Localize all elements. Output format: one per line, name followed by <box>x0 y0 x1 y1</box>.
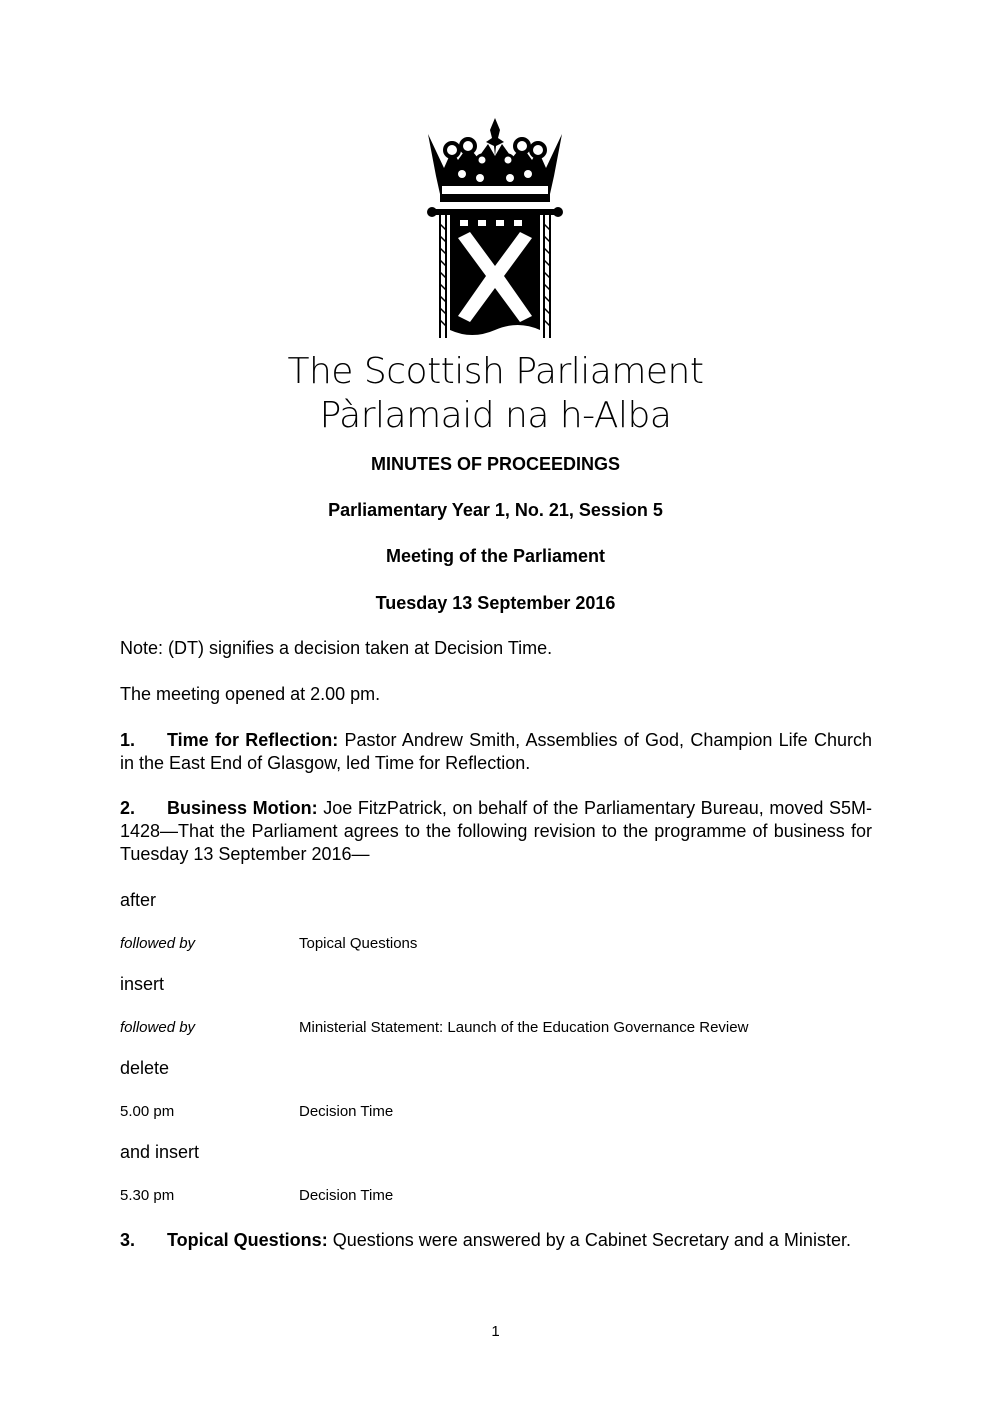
item-number: 3. <box>120 1230 136 1250</box>
agenda-item-1 <box>120 729 872 775</box>
item-text: Pastor Andrew Smith, Assemblies of God, Champion Life Church in the East End of Glasgow, led Time for Reflection. <box>120 730 872 773</box>
item-heading: Topical Questions: <box>167 1230 328 1250</box>
schedule-time: 5.00 pm <box>120 1103 175 1120</box>
item-number: 2. <box>120 798 136 818</box>
schedule-business: Decision Time <box>299 1187 394 1204</box>
parliament-name-english: The Scottish Parliament <box>287 351 704 392</box>
note-paragraph: Note: (DT) signifies a decision taken at Decision Time. <box>120 638 553 658</box>
meeting-date: Tuesday 13 September 2016 <box>375 593 616 613</box>
parliamentary-year-line: Parliamentary Year 1, No. 21, Session 5 <box>328 500 663 520</box>
meeting-title: Meeting of the Parliament <box>385 546 606 566</box>
agenda-item-2 <box>120 797 872 866</box>
revision-delete-label: delete <box>120 1058 170 1078</box>
schedule-time: followed by <box>120 935 196 952</box>
schedule-time: 5.30 pm <box>120 1187 175 1204</box>
item-text: Questions were answered by a Cabinet Secretary and a Minister. <box>327 1230 851 1250</box>
opened-paragraph: The meeting opened at 2.00 pm. <box>120 684 381 704</box>
item-text: Joe FitzPatrick, on behalf of the Parliamentary Bureau, moved S5M-1428—That the Parliament agrees to the following revision to the programme of business for Tuesday 13 September 2016— <box>120 798 872 864</box>
item-heading: Time for Reflection: <box>167 730 339 750</box>
schedule-business: Decision Time <box>299 1103 394 1120</box>
revision-after-label: after <box>120 890 157 910</box>
scottish-parliament-logo <box>422 116 568 340</box>
schedule-business: Ministerial Statement: Launch of the Education Governance Review <box>299 1019 749 1036</box>
page-number: 1 <box>491 1323 500 1340</box>
revision-insert-label: insert <box>120 974 165 994</box>
revision-and-insert-label: and insert <box>120 1142 200 1162</box>
document-title: MINUTES OF PROCEEDINGS <box>370 454 621 474</box>
schedule-time: followed by <box>120 1019 196 1036</box>
item-number: 1. <box>120 730 136 750</box>
parliament-name-gaelic: Pàrlamaid na h-Alba <box>319 395 672 436</box>
agenda-item-3 <box>120 1229 872 1252</box>
schedule-business: Topical Questions <box>299 935 418 952</box>
item-heading: Business Motion: <box>167 798 318 818</box>
